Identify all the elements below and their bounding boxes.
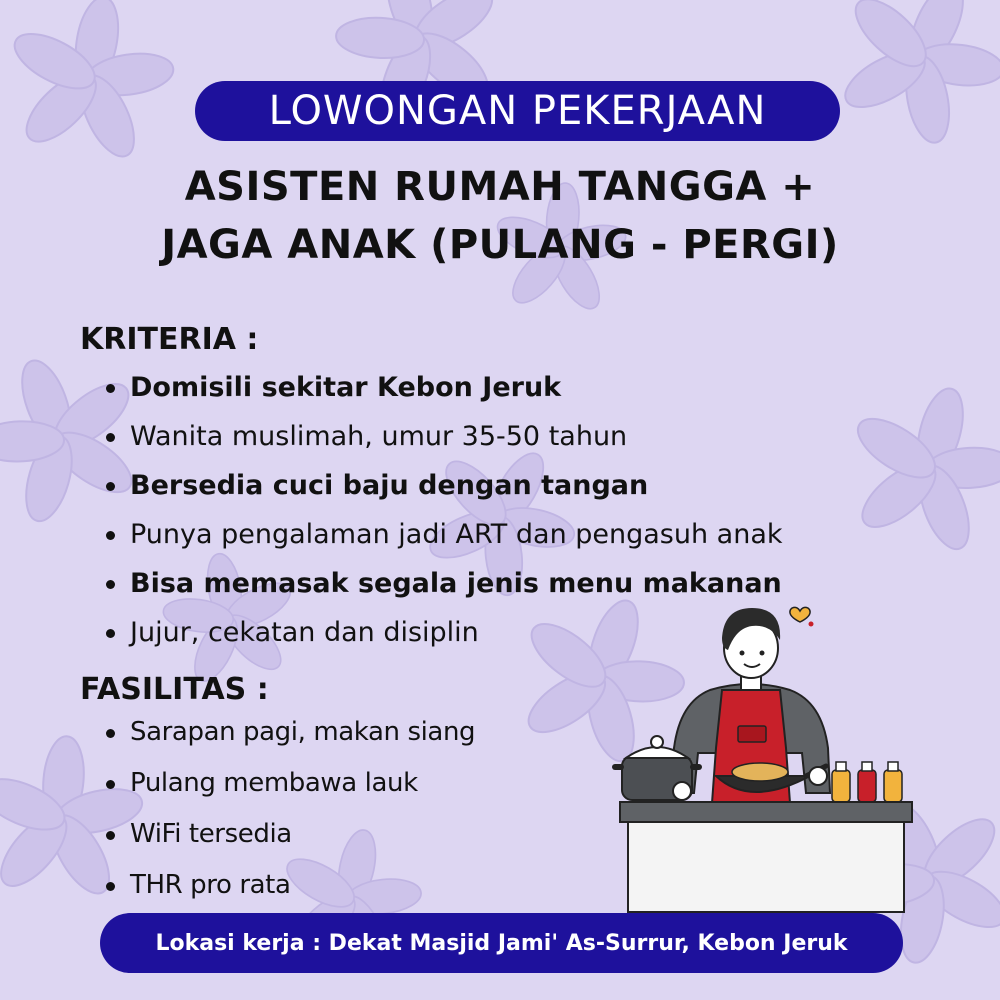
chef-illustration xyxy=(610,598,920,913)
fasilitas-item: WiFi tersedia xyxy=(103,809,475,860)
fasilitas-item: Pulang membawa lauk xyxy=(103,758,475,809)
kriteria-item: Punya pengalaman jadi ART dan pengasuh anak xyxy=(103,510,783,559)
job-title xyxy=(0,158,1000,274)
kriteria-item: Wanita muslimah, umur 35-50 tahun xyxy=(103,412,783,461)
fasilitas-item: Sarapan pagi, makan siang xyxy=(103,707,475,758)
kriteria-item: Jujur, cekatan dan disiplin xyxy=(103,608,783,657)
location-text: Lokasi kerja : Dekat Masjid Jami' As-Surrur, Kebon Jeruk xyxy=(155,930,848,956)
fasilitas-item: THR pro rata xyxy=(103,860,475,911)
header-banner xyxy=(195,81,840,141)
location-banner xyxy=(100,913,903,973)
kriteria-heading: KRITERIA : xyxy=(80,322,259,357)
kriteria-item: Bisa memasak segala jenis menu makanan xyxy=(103,559,783,608)
job-title-line-1: ASISTEN RUMAH TANGGA + xyxy=(184,164,816,210)
kriteria-item: Domisili sekitar Kebon Jeruk xyxy=(103,363,783,412)
kriteria-item: Bersedia cuci baju dengan tangan xyxy=(103,461,783,510)
heart-icon xyxy=(790,607,810,622)
header-label: LOWONGAN PEKERJAAN xyxy=(268,88,767,134)
job-title-line-2: JAGA ANAK (PULANG - PERGI) xyxy=(161,222,839,268)
fasilitas-heading: FASILITAS : xyxy=(80,672,269,707)
fasilitas-list xyxy=(103,707,475,911)
